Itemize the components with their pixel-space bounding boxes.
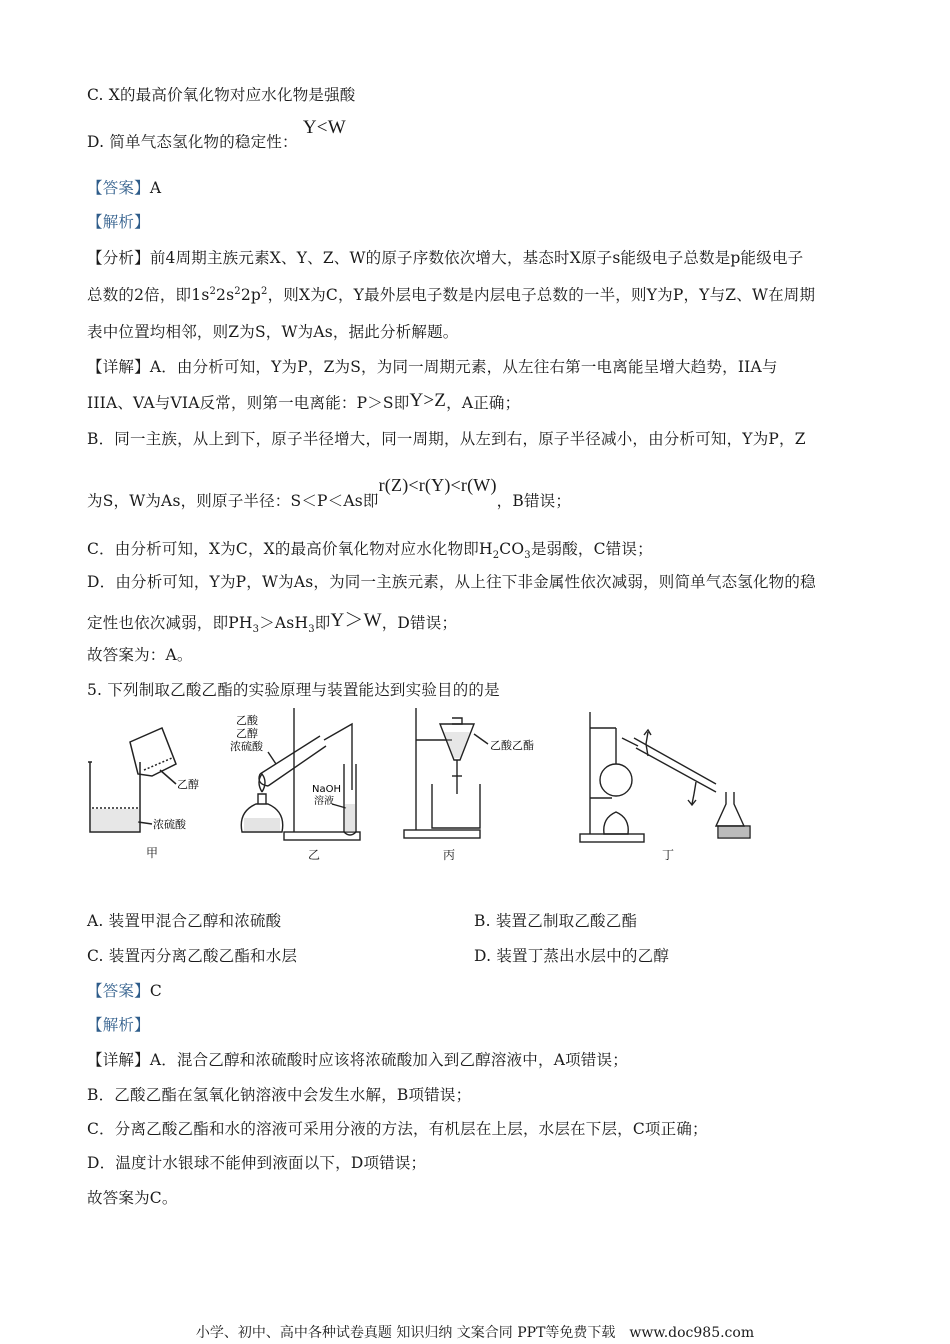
detail-a-line-2	[87, 391, 520, 414]
answer-tag-5: 【答案】	[87, 982, 150, 1000]
fenxi-text-2a: 总数的2倍，即1s	[87, 286, 210, 304]
answer-tag: 【答案】	[87, 179, 150, 197]
label-ethanol-2: 乙醇	[236, 727, 258, 740]
sub: 3	[308, 624, 315, 636]
sup: 2	[209, 285, 217, 297]
label-conc-acid-2: 浓硫酸	[230, 740, 263, 753]
fenxi-text-2b: 2s	[216, 286, 235, 304]
answer-line-5	[87, 979, 162, 1001]
option-d	[87, 117, 346, 153]
detail-d-text-2: ＞AsH	[259, 614, 309, 632]
caption-ding: 丁	[662, 848, 675, 862]
detail-tag: 【详解】	[87, 358, 150, 376]
caption-yi: 乙	[308, 848, 321, 862]
option-5a: A. 装置甲混合乙醇和浓硫酸	[87, 912, 282, 930]
apparatus-jia	[80, 722, 210, 857]
detail-c-line	[87, 537, 653, 561]
option-d-text: D. 简单气态氢化物的稳定性：	[87, 133, 298, 151]
detail-d-text-4: ，D错误；	[381, 614, 458, 632]
apparatus-ding	[576, 708, 756, 848]
detail-5b: B．乙酸乙酯在氢氧化钠溶液中会发生水解，B项错误；	[87, 1086, 472, 1104]
analysis-tag-5: 【解析】	[87, 1016, 150, 1034]
analysis-tag: 【解析】	[87, 213, 150, 231]
detail-c-text-2: CO	[499, 540, 525, 558]
caption-jia: 甲	[146, 846, 159, 860]
conclusion-prev: 故答案为：A。	[87, 646, 193, 664]
apparatus-bing	[400, 704, 550, 844]
option-5d: D. 装置丁蒸出水层中的乙醇	[474, 947, 670, 965]
detail-a-line-1	[87, 355, 778, 377]
detail-c-text: C．由分析可知，X为C，X的最高价氧化物对应水化物即H	[87, 540, 493, 558]
option-c: C. X的最高价氧化物对应水化物是强酸	[87, 86, 356, 104]
detail-b-line-1: B．同一主族，从上到下，原子半径增大，同一周期，从左到右，原子半径减小，由分析可知，Y为P，Z	[87, 430, 806, 448]
label-naoh: NaOH	[312, 784, 341, 795]
option-d-math: Y<W	[302, 117, 346, 138]
detail-d-line-2	[87, 607, 457, 635]
fenxi-text-2d: ，则X为C，Y最外层电子数是内层电子总数的一半，则Y为P，Y与Z、W在周期	[267, 286, 816, 304]
sup: 2	[234, 285, 241, 297]
detail-5a-text: A．混合乙醇和浓硫酸时应该将浓硫酸加入到乙醇溶液中，A项错误；	[149, 1051, 628, 1069]
conclusion-5: 故答案为C。	[87, 1189, 178, 1207]
label-ethanol: 乙醇	[177, 778, 199, 791]
option-5b: B. 装置乙制取乙酸乙酯	[474, 912, 638, 930]
fenxi-text-2c: 2p	[240, 286, 262, 304]
detail-d-math: Y＞W	[330, 610, 382, 631]
detail-b-text-2: ，B错误；	[496, 492, 572, 510]
sub: 3	[252, 624, 260, 636]
detail-a-text-2: IIIA、VA与VIA反常，则第一电离能：P＞S即	[87, 394, 410, 412]
sub: 3	[524, 550, 531, 562]
sup: 2	[261, 285, 268, 297]
detail-a-text-3: ，A正确；	[446, 394, 521, 412]
label-solution: 溶液	[314, 796, 334, 807]
question-5-stem: 5. 下列制取乙酸乙酯的实验原理与装置能达到实验目的的是	[87, 681, 500, 699]
label-ethyl-acetate: 乙酸乙酯	[490, 739, 534, 752]
answer-value-5: C	[149, 982, 162, 1000]
detail-d-text: 定性也依次减弱，即PH	[87, 614, 253, 632]
detail-d-text-3: 即	[314, 614, 331, 632]
detail-5a	[87, 1048, 628, 1070]
detail-5d: D．温度计水银球不能伸到液面以下，D项错误；	[87, 1154, 427, 1172]
fenxi-line-3: 表中位置均相邻，则Z为S，W为As，据此分析解题。	[87, 323, 459, 341]
answer-line	[87, 176, 161, 198]
detail-b-text: 为S，W为As，则原子半径：S＜P＜As即	[87, 492, 379, 510]
label-acetic-acid: 乙酸	[236, 714, 258, 727]
detail-a-math: Y>Z	[409, 390, 447, 411]
answer-value: A	[149, 179, 162, 197]
apparatus-yi	[228, 704, 368, 849]
fenxi-text-1: 前4周期主族元素X、Y、Z、W的原子序数依次增大，基态时X原子s能级电子总数是p能级电子	[149, 249, 804, 267]
fenxi-line-2	[87, 283, 815, 305]
label-conc-acid: 浓硫酸	[153, 818, 186, 831]
option-5c: C. 装置丙分离乙酸乙酯和水层	[87, 947, 298, 965]
sub: 2	[492, 550, 500, 562]
detail-b-math: r(Z)<r(Y)<r(W)	[378, 475, 497, 495]
caption-bing: 丙	[443, 848, 456, 862]
detail-a-text: A．由分析可知，Y为P，Z为S，为同一周期元素，从左往右第一电离能呈增大趋势，IIA与	[149, 358, 778, 376]
fenxi-line-1	[87, 246, 803, 268]
detail-5c: C．分离乙酸乙酯和水的溶液可采用分液的方法，有机层在上层，水层在下层，C项正确；	[87, 1120, 708, 1138]
fenxi-tag: 【分析】	[87, 249, 150, 267]
detail-tag-5: 【详解】	[87, 1051, 150, 1069]
detail-c-text-3: 是弱酸，C错误；	[530, 540, 653, 558]
footer-text: 小学、初中、高中各种试卷真题 知识归纳 文案合同 PPT等免费下载 www.doc985.com	[195, 1325, 755, 1341]
detail-b-line-2	[87, 475, 572, 511]
detail-d-line-1: D．由分析可知，Y为P，W为As，为同一主族元素，从上往下非金属性依次减弱，则简单气态氢化物的稳	[87, 573, 816, 591]
